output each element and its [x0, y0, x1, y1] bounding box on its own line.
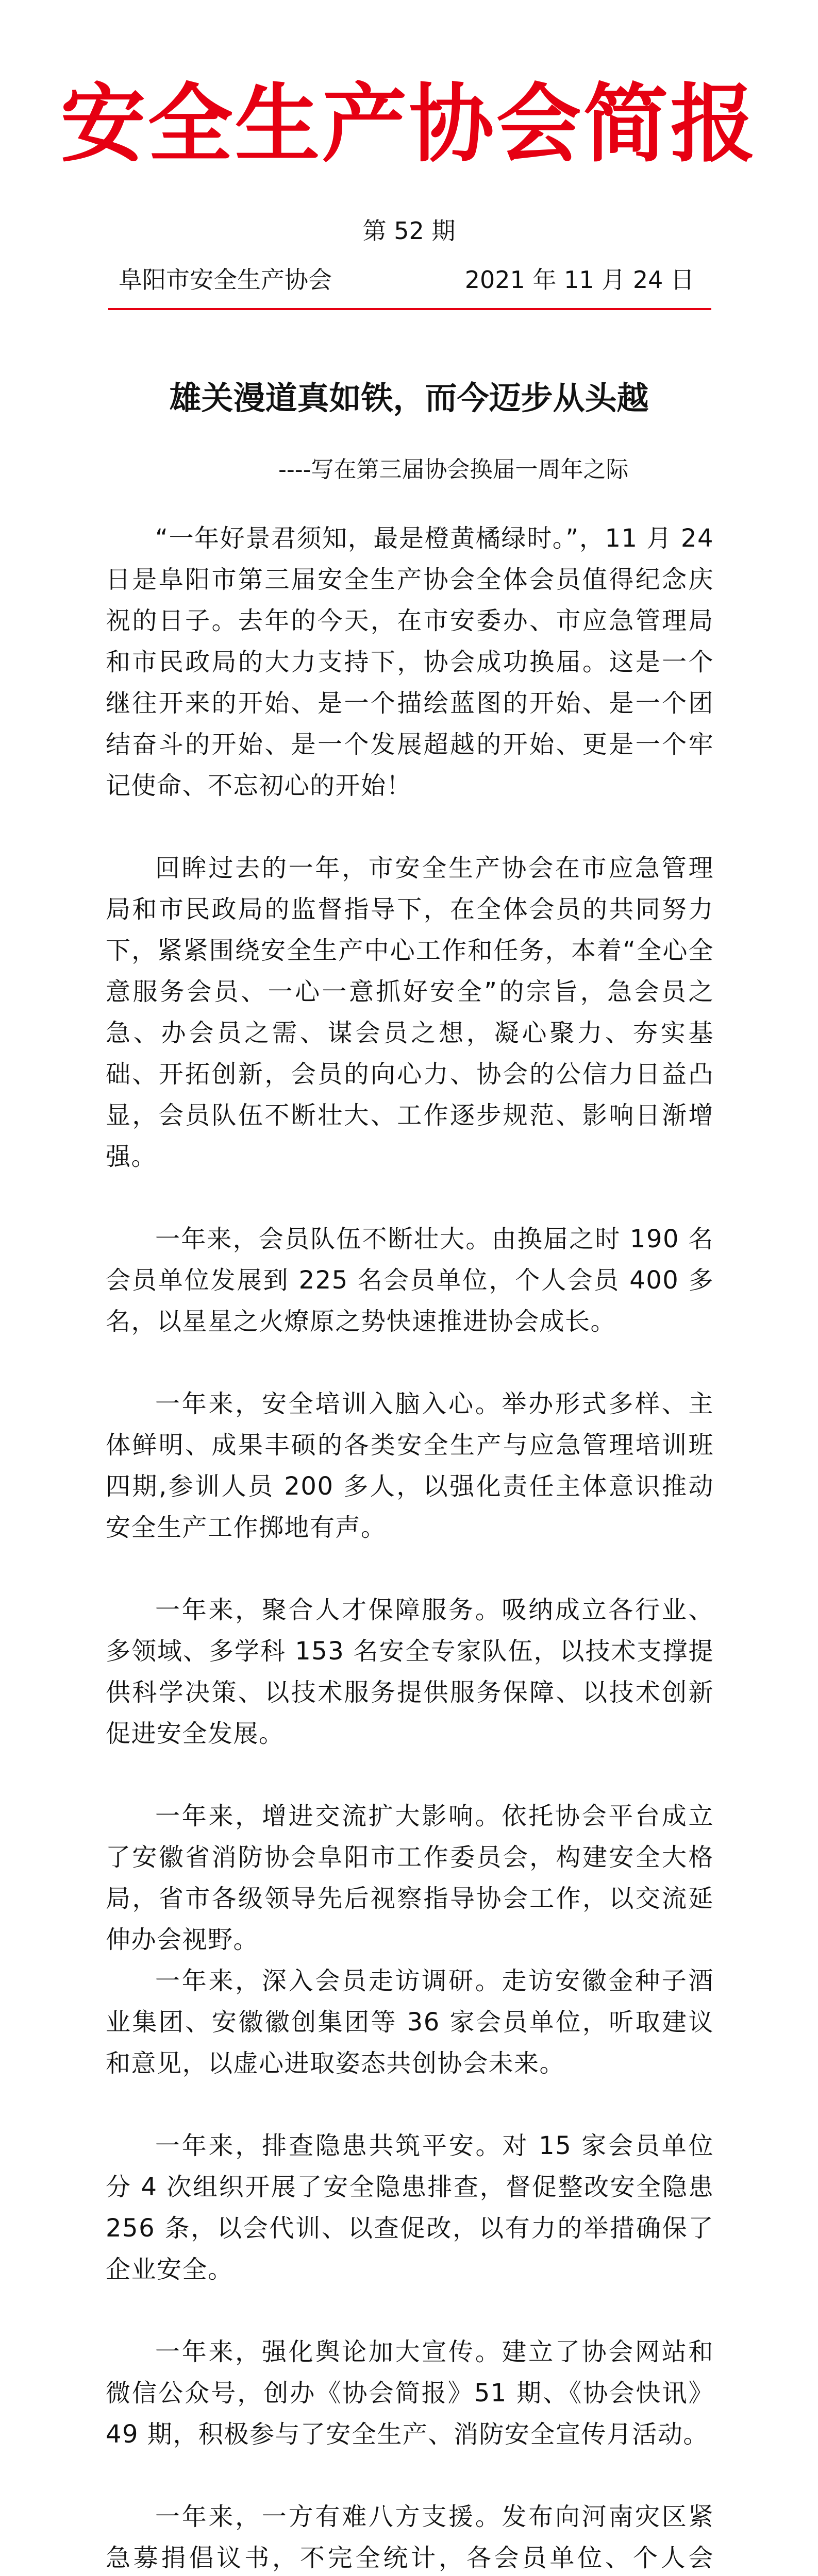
publisher-name: 阜阳市安全生产协会 [119, 266, 332, 294]
article-subtitle: ----写在第三届协会换届一周年之际 [278, 456, 629, 483]
paragraph: 一年来，会员队伍不断壮大。由换届之时 190 名会员单位发展到 225 名会员单位，个人会员 400 多名，以星星之火燎原之势快速推进协会成长。 [106, 1225, 714, 1336]
paragraph: 一年来，增进交流扩大影响。依托协会平台成立了安徽省消防协会阜阳市工作委员会，构建安全大格局，省市各级领导先后视察指导协会工作，以交流延伸办会视野。 [106, 1802, 714, 1954]
article-body [106, 518, 714, 2576]
article-headline: 雄关漫道真如铁，而今迈步从头越 [169, 379, 649, 417]
paragraph: 一年来，安全培训入脑入心。举办形式多样、主体鲜明、成果丰硕的各类安全生产与应急管理培训班四期,参训人员 200 多人，以强化责任主体意识推动安全生产工作掷地有声。 [106, 1389, 714, 1542]
header-divider [108, 308, 711, 310]
newsletter-masthead: 安全生产协会简报 [60, 74, 758, 174]
paragraph: 回眸过去的一年，市安全生产协会在市应急管理局和市民政局的监督指导下，在全体会员的共同努力下，紧紧围绕安全生产中心工作和任务，本着“全心全意服务会员、一心一意抓好安全”的宗旨，急会员之急、办会员之需、谋会员之想，凝心聚力、夯实基础、开拓创新，会员的向心力、协会的公信力日益凸显，会员队伍不断壮大、工作逐步规范、影响日渐增强。 [106, 854, 714, 1171]
publish-date: 2021 年 11 月 24 日 [464, 266, 694, 294]
paragraph: 一年来，聚合人才保障服务。吸纳成立各行业、多领域、多学科 153 名安全专家队伍，以技术支撑提供科学决策、以技术服务提供服务保障、以技术创新促进安全发展。 [106, 1596, 714, 1748]
paragraph: 一年来，一方有难八方支援。发布向河南灾区紧急募捐倡议书，不完全统计，各会员单位、个人会 [106, 2502, 714, 2572]
paragraph: 一年来，排查隐患共筑平安。对 15 家会员单位分 4 次组织开展了安全隐患排查，督促整改安全隐患 256 条，以会代训、以查促改，以有力的举措确保了企业安全。 [106, 2131, 714, 2284]
paragraph: 一年来，深入会员走访调研。走访安徽金种子酒业集团、安徽徽创集团等 36 家会员单位，听取建议和意见，以虚心进取姿态共创协会未来。 [106, 1967, 714, 2078]
paragraph: “一年好景君须知，最是橙黄橘绿时。”，11 月 24 日是阜阳市第三届安全生产协会全体会员值得纪念庆祝的日子。去年的今天，在市安委办、市应急管理局和市民政局的大力支持下，协会成功换届。这是一个继往开来的开始、是一个描绘蓝图的开始、是一个团结奋斗的开始、是一个发展超越的开始、更是一个牢记使命、不忘初心的开始！ [106, 524, 714, 800]
issue-number: 第 52 期 [362, 217, 456, 245]
paragraph: 一年来，强化舆论加大宣传。建立了协会网站和微信公众号，创办《协会简报》51 期、《协会快讯》49 期，积极参与了安全生产、消防安全宣传月活动。 [106, 2337, 714, 2449]
